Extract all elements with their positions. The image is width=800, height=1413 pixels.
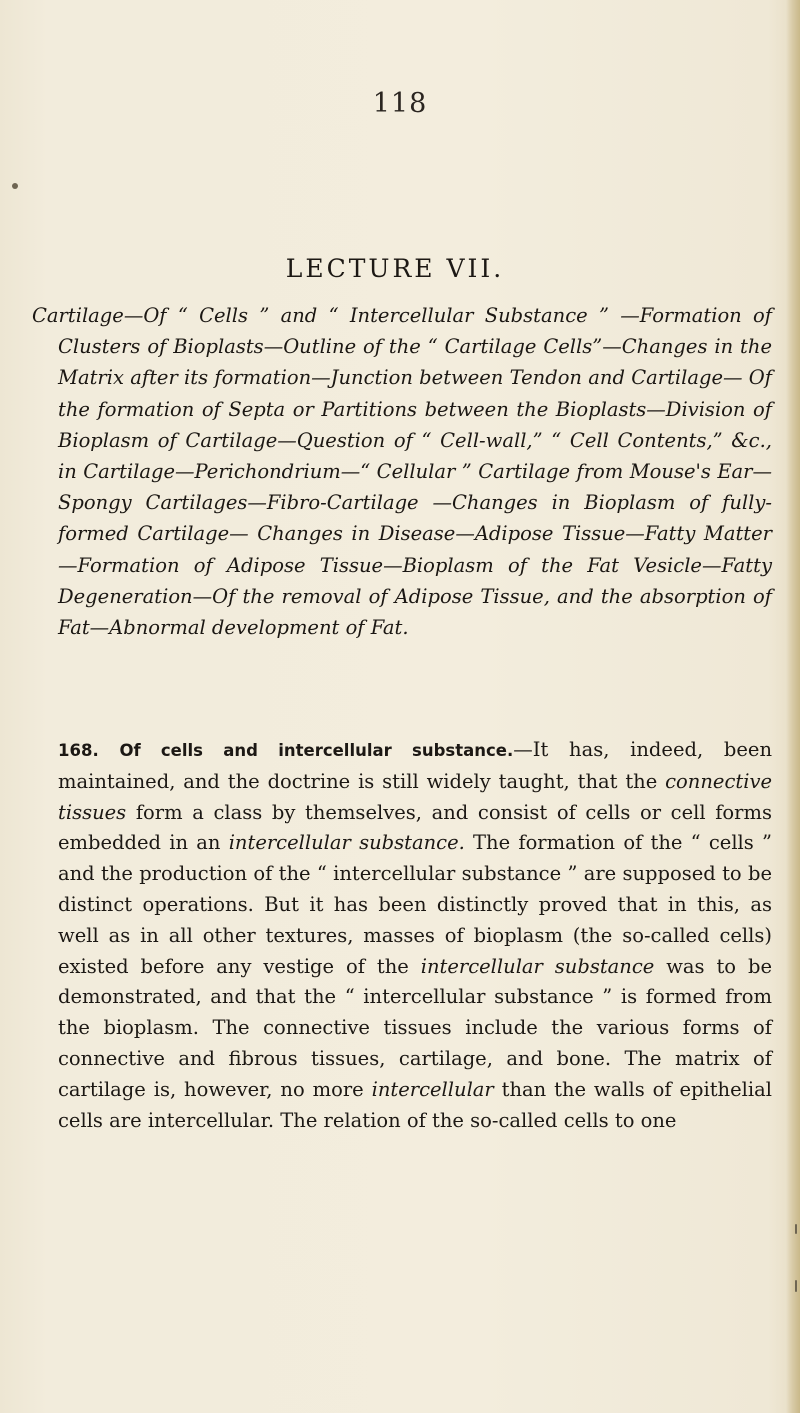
emphasis-intercellular-substance-2: intercellular substance (420, 954, 655, 978)
paragraph-text-4: was to be demonstrated, and that the “ intercellular substance ” is formed from the bioplasm. The connective tissues include the various forms of connective and fibrous tissues, cartilage, and bone. The matrix of cartilage is, however, no more (58, 954, 772, 1101)
paragraph-text-1: —It has, indeed, been maintained, and the doctrine is still widely taught, that the (58, 738, 772, 793)
lecture-synopsis: Cartilage—Of “ Cells ” and “ Intercellular Substance ” —Formation of Clusters of Bioplasts—Outline of the “ Cartilage Cells”—Changes in the Matrix after its formation—Junction between Tendon and Cartilage— Of the formation of Septa or Partitions between the Bioplasts—Division of Bioplasm of Cartilage—Question of “ Cell-wall,” “ Cell Contents,” &c., in Cartilage—Perichondrium—“ Cellular ” Cartilage from Mouse's Ear—Spongy Cartilages—Fibro-Cartilage —Changes in Bioplasm of fully-formed Cartilage— Changes in Disease—Adipose Tissue—Fatty Matter —Formation of Adipose Tissue—Bioplasm of the Fat Vesicle—Fatty Degeneration—Of the removal of Adipose Tissue, and the absorption of Fat—Abnormal development of Fat. (32, 304, 772, 640)
paragraph-text-3: The formation of the “ cells ” and the production of the “ intercellular substance ” are supposed to be distinct operations. But it has been distinctly proved that in this, as well as in all other textures, masses of bioplasm (the so-called cells) existed before any vestige of the (58, 831, 772, 978)
emphasis-connective-tissues: connective tissues (58, 769, 772, 824)
section-number: 168. (58, 741, 99, 760)
paper-speck (795, 1224, 797, 1234)
section-paragraph (58, 735, 772, 1136)
page-number: 118 (372, 88, 428, 119)
emphasis-intercellular: intercellular (371, 1077, 494, 1101)
lecture-title: LECTURE VII. (285, 254, 505, 283)
paragraph-text-2: form a class by themselves, and consist of cells or cell forms embedded in an (58, 800, 772, 855)
paragraph-text-5: than the walls of epithelial cells are intercellular. The relation of the so-called cells to one (58, 1077, 772, 1132)
page-edge-shadow (786, 0, 800, 1413)
emphasis-intercellular-substance: intercellular substance. (228, 831, 465, 855)
paper-speck (12, 183, 18, 189)
paper-speck (795, 1280, 797, 1292)
section-heading: Of cells and intercellular substance. (119, 741, 514, 760)
